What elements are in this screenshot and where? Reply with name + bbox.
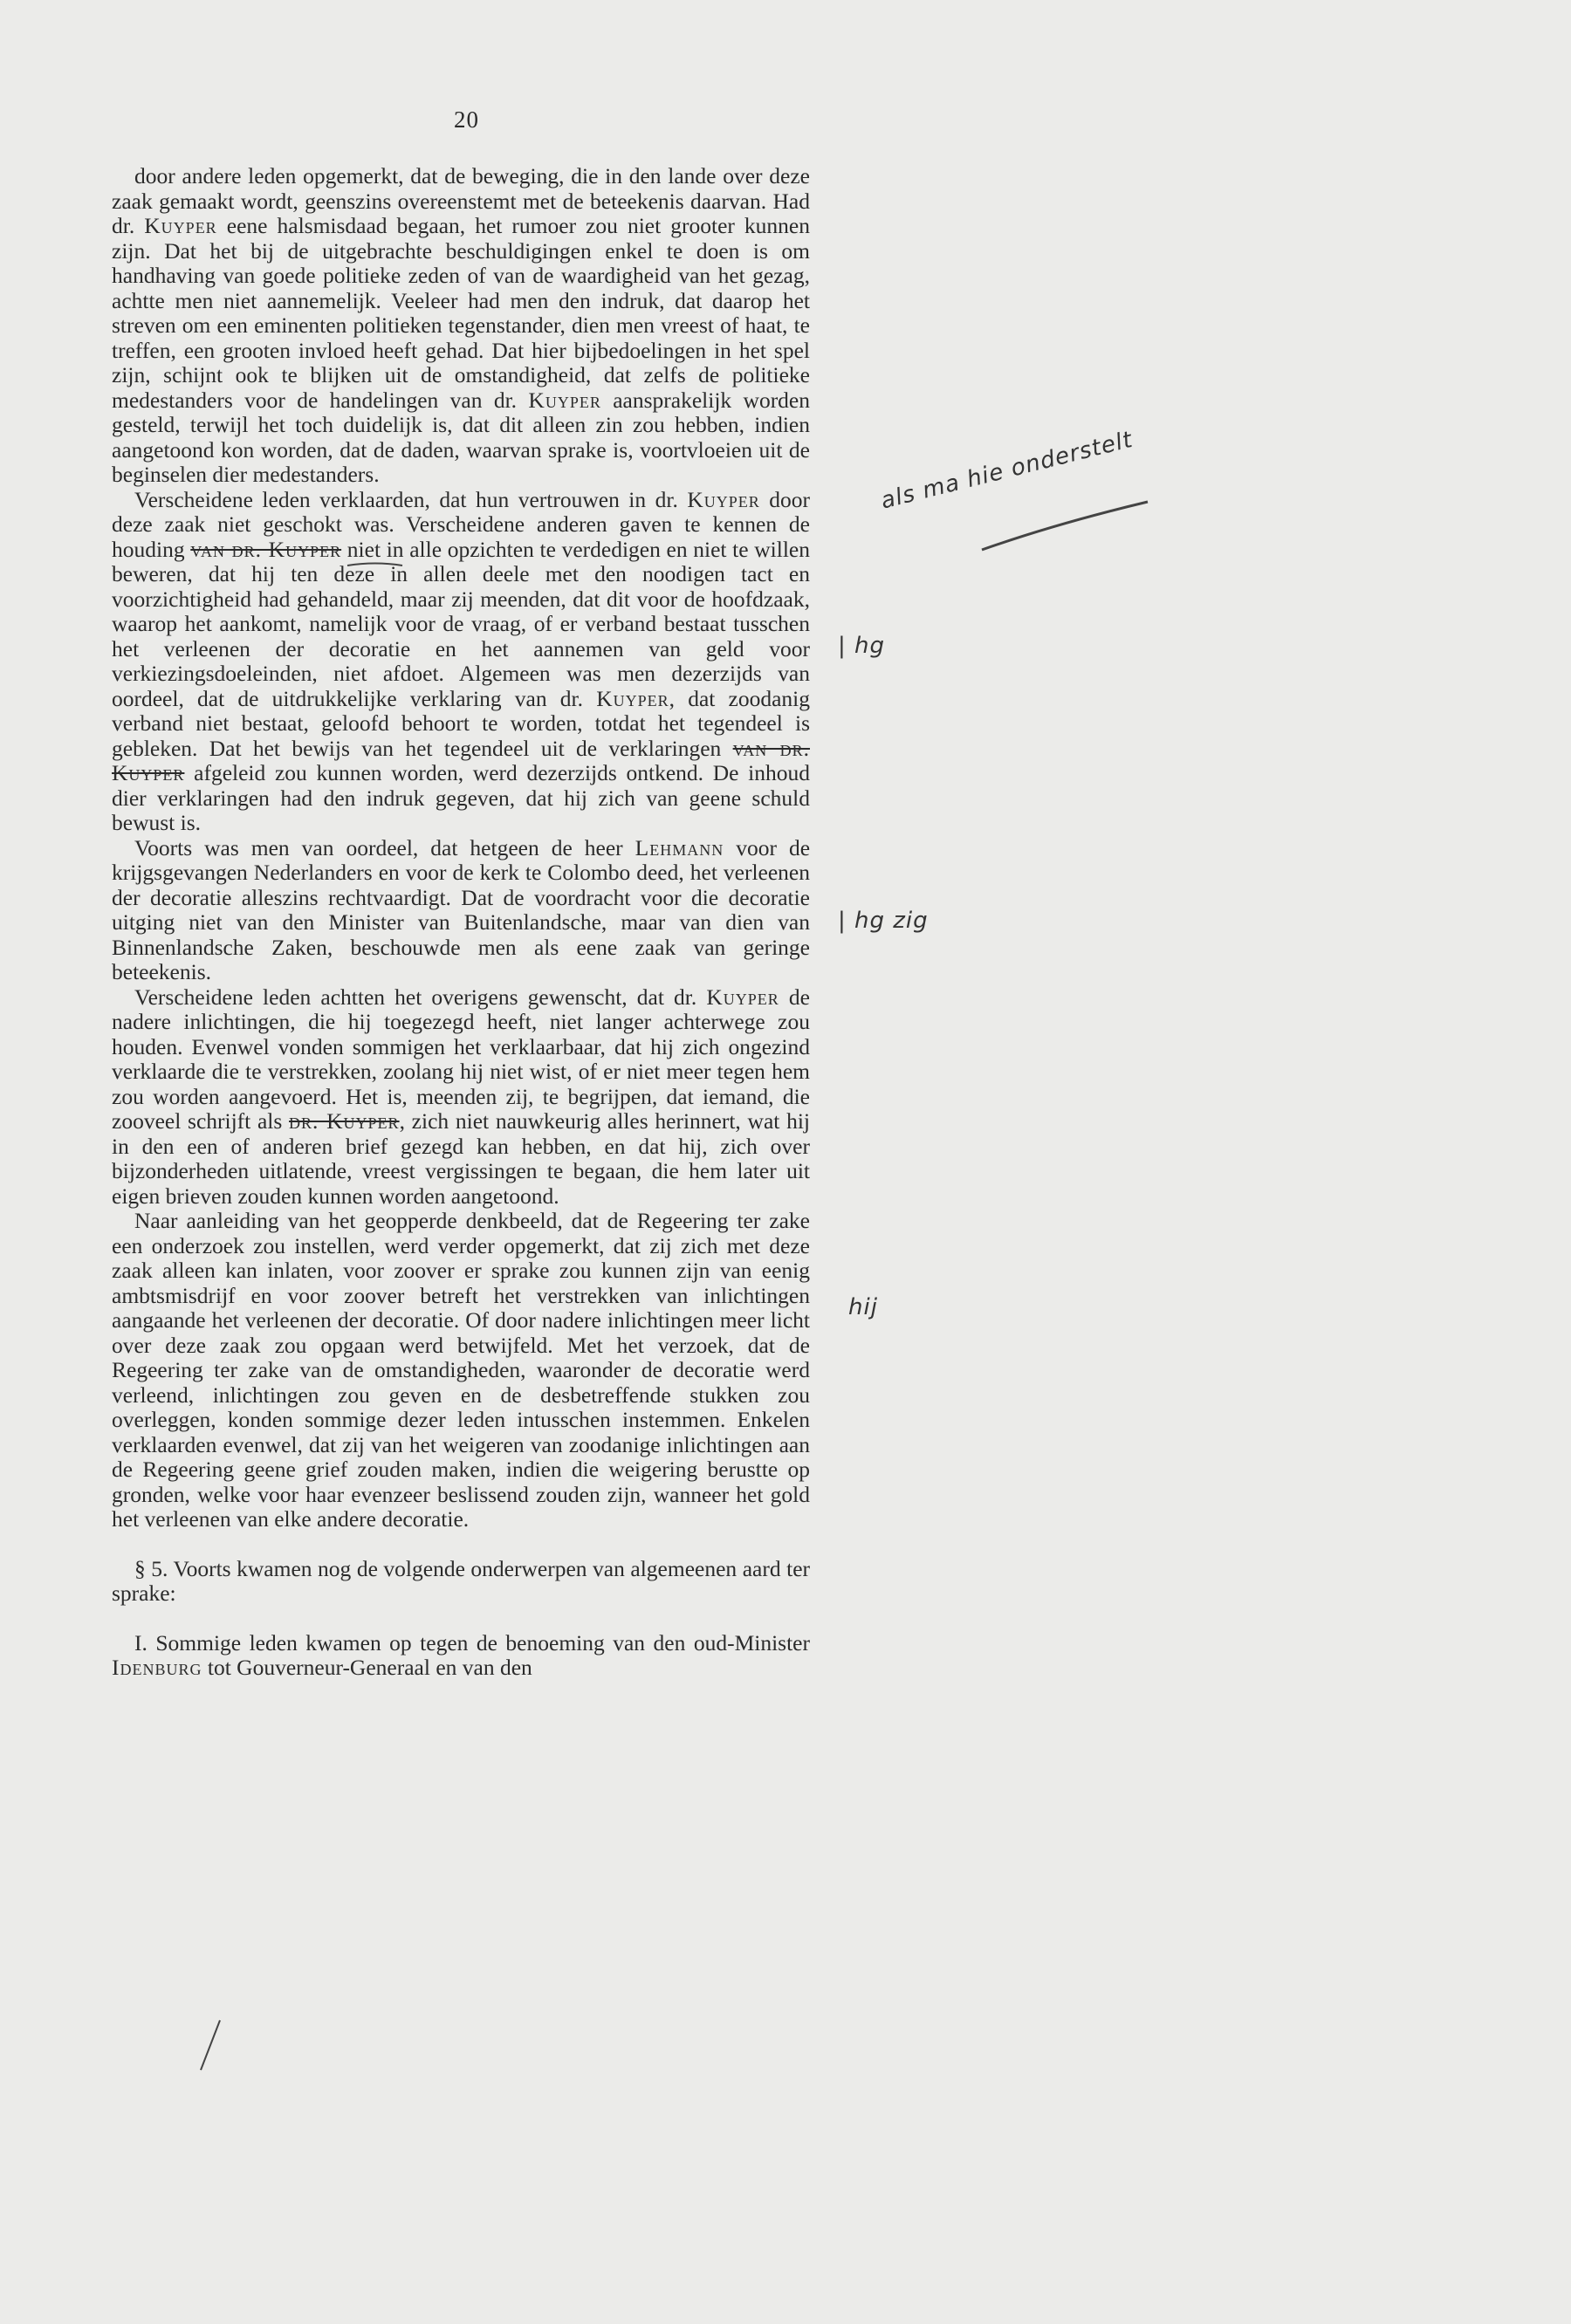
paragraph bbox=[112, 1631, 810, 1681]
text-segment: I. Sommige leden kwamen op tegen de benoeming van den oud-Minister bbox=[134, 1629, 810, 1656]
margin-note-handwritten: hij bbox=[848, 1294, 878, 1320]
paragraph bbox=[112, 1209, 810, 1532]
pen-underline-mark bbox=[345, 559, 406, 571]
page-number: 20 bbox=[454, 106, 479, 133]
person-name: Lehmann bbox=[635, 834, 724, 860]
text-segment: Verscheidene leden achtten het overigens gewenscht, dat dr. bbox=[134, 984, 707, 1010]
paragraph bbox=[112, 836, 810, 985]
margin-note-handwritten: | hg bbox=[838, 633, 886, 659]
margin-note-handwritten: als ma hie onderstelt bbox=[878, 426, 1136, 515]
text-segment: , zich niet nauwkeurig alles herinnert, wat hij in den een of anderen brief gezegd kan hebben, en dat hij, zich over bijzonderheden uitlatende, vreest vergissingen te begaan, die hem later uit eigen brieven zouden kunnen worden aangetoond. bbox=[112, 1108, 810, 1209]
section-heading-paragraph bbox=[112, 1557, 810, 1607]
margin-note-handwritten: | hg zig bbox=[838, 908, 929, 934]
text-segment: de nadere inlichtingen, die hij toegezegd heeft, niet langer achterwege zou houden. Evenwel vonden sommigen het verklaarbaar, dat hij zich ongezind verklaarde die te verstrekken, zoolang hij niet wist, of er niet meer tegen hem zou worden aangevoerd. Het is, meenden zij, te begrijpen, dat iemand, die zooveel schrijft als bbox=[112, 984, 810, 1134]
struck-name: dr. Kuyper bbox=[289, 1108, 400, 1134]
text-segment: Verscheidene leden verklaarden, dat hun vertrouwen in dr. bbox=[134, 486, 688, 512]
text-segment: § 5. Voorts kwamen nog de volgende onderwerpen van algemeenen aard ter sprake: bbox=[112, 1555, 810, 1606]
person-name: Kuyper bbox=[144, 213, 217, 238]
struck-name: van dr. Kuyper bbox=[112, 735, 810, 785]
pen-slash-mark bbox=[194, 2016, 229, 2077]
text-segment: tot Gouverneur-Generaal en van den bbox=[202, 1655, 532, 1680]
text-segment: door deze zaak niet geschokt was. Verscheidene anderen gaven te kennen de houding bbox=[112, 486, 810, 562]
pen-underline-mark bbox=[978, 489, 1152, 559]
text-segment: Naar aanleiding van het geopperde denkbeeld, dat de Regeering ter zake een onderzoek zou instellen, werd verder opgemerkt, dat zij zich met deze zaak alleen kan inlaten, voor zoover er sprake zou kunnen zijn van eenig ambtsmisdrijf en voor zoover betreft het verstrekken van inlichtingen aangaande het verleenen der decoratie. Of door nadere inlichtingen meer licht over deze zaak zou opgaan werd betwijfeld. Met het verzoek, dat de Regeering ter zake van de omstandigheden, waaronder de decoratie werd verleend, inlichtingen zou geven en de desbetreffende stukken zou overleggen, konden sommige dezer leden intusschen instemmen. Enkelen verklaarden evenwel, dat zij van het weigeren van zoodanige inlichtingen aan de Regeering geene grief zouden maken, indien die weigering berustte op gronden, welke voor haar evenzeer beslissend zouden zijn, wanneer het gold het verleenen van elke andere decoratie. bbox=[112, 1208, 810, 1532]
person-name: Kuyper bbox=[596, 685, 669, 711]
text-segment: door andere leden opgemerkt, dat de beweging, die in den lande over deze zaak gemaakt wordt, geenszins overeenstemt met de beteekenis daarvan. Had dr. bbox=[112, 163, 810, 238]
paragraph bbox=[112, 164, 810, 488]
person-name: Kuyper bbox=[687, 486, 760, 512]
person-name: Kuyper bbox=[706, 984, 779, 1010]
text-segment: eene halsmisdaad begaan, het rumoer zou niet grooter kunnen zijn. Dat het bij de uitgebrachte beschuldigingen enkel te doen is om handhaving van goede politieke zeden of van de waardigheid van het gezag, achtte men niet aannemelijk. Veeleer had men den indruk, dat daarop het streven om een eminenten politieken tegenstander, dien men vreest of haat, te treffen, een grooten invloed heeft gehad. Dat hier bijbedoelingen in het spel zijn, schijnt ook te blijken uit de omstandigheid, dat zelfs de politieke medestanders voor de handelingen van dr. bbox=[112, 213, 810, 413]
person-name: Kuyper bbox=[528, 387, 601, 413]
text-segment: aansprakelijk worden gesteld, terwijl het toch duidelijk is, dat dit alleen zin zou hebben, indien aangetoond kon worden, dat de daden, waarvan sprake is, voortvloeien uit de beginselen dier medestanders. bbox=[112, 387, 810, 487]
text-segment: afgeleid zou kunnen worden, werd dezerzijds ontkend. De inhoud dier verklaringen had den indruk gegeven, dat hij zich van geene schuld bewust is. bbox=[112, 760, 810, 835]
struck-name: van dr. Kuyper bbox=[190, 536, 342, 562]
person-name: Idenburg bbox=[112, 1655, 202, 1680]
text-segment: , dat zoodanig verband niet bestaat, geloofd behoort te worden, totdat het tegendeel is gebleken. Dat het bewijs van het tegendeel uit de verklaringen bbox=[112, 685, 811, 761]
text-segment: Voorts was men van oordeel, dat hetgeen de heer bbox=[134, 834, 635, 860]
paragraph bbox=[112, 985, 810, 1210]
text-column bbox=[112, 164, 810, 1681]
text-segment: niet in alle opzichten te verdedigen en niet te willen beweren, dat hij ten deze in allen deele met den noodigen tact en voorzichtigheid had gehandeld, maar zij meenden, dat dit voor de hoofdzaak, waarop het aankomt, namelijk voor de vraag, of er verband bestaat tusschen het verleenen der decoratie en het aannemen van geld voor verkiezingsdoeleinden, niet afdoet. Algemeen was men dezerzijds van oordeel, dat de uitdrukkelijke verklaring van dr. bbox=[112, 536, 810, 711]
paragraph bbox=[112, 488, 810, 836]
text-segment: voor de krijgsgevangen Nederlanders en voor de kerk te Colombo deed, het verleenen der decoratie alleszins rechtvaardigt. Dat de voordracht voor die decoratie uitging niet van den Minister van Buitenlandsche, maar van dien van Binnenlandsche Zaken, beschouwde men als eene zaak van geringe beteekenis. bbox=[112, 834, 811, 984]
